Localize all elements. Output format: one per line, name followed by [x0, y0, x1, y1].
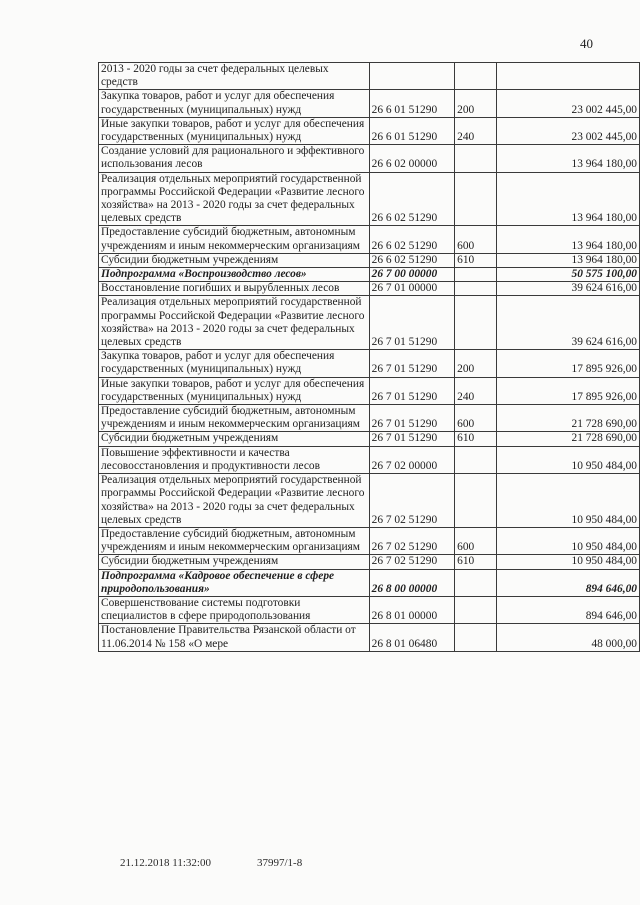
table-row: [99, 432, 640, 446]
row-amount-cell: 23 002 445,00: [497, 117, 640, 144]
row-name-cell: Реализация отдельных мероприятий государственной программы Российской Федерации «Развитие лесного хозяйства» на 2013 - 2020 годы за счет федеральных целевых средств: [99, 296, 370, 350]
table-row: [99, 555, 640, 569]
row-name-cell: Постановление Правительства Рязанской области от 11.06.2014 № 158 «О мере: [99, 624, 370, 651]
row-code-cell: 26 7 02 51290: [369, 474, 454, 528]
row-name-cell: Создание условий для рационального и эффективного использования лесов: [99, 145, 370, 172]
row-type-cell: [455, 446, 497, 473]
row-amount-cell: 10 950 484,00: [497, 446, 640, 473]
table-row: [99, 172, 640, 226]
row-code-cell: 26 7 01 51290: [369, 405, 454, 432]
row-amount-cell: 21 728 690,00: [497, 405, 640, 432]
row-code-cell: 26 6 01 51290: [369, 117, 454, 144]
page-number: 40: [580, 36, 593, 51]
row-amount-cell: 17 895 926,00: [497, 350, 640, 377]
row-name-cell: Предоставление субсидий бюджетным, автономным учреждениям и иным некоммерческим организациям: [99, 226, 370, 253]
row-code-cell: 26 6 02 00000: [369, 145, 454, 172]
row-name-cell: Восстановление погибших и вырубленных лесов: [99, 282, 370, 296]
row-code-cell: 26 7 00 00000: [369, 268, 454, 282]
row-type-cell: 600: [455, 527, 497, 554]
budget-table: [98, 62, 640, 652]
table-row: [99, 474, 640, 528]
row-amount-cell: 13 964 180,00: [497, 253, 640, 267]
row-name-cell: Предоставление субсидий бюджетным, автономным учреждениям и иным некоммерческим организациям: [99, 527, 370, 554]
row-name-cell: Предоставление субсидий бюджетным, автономным учреждениям и иным некоммерческим организациям: [99, 405, 370, 432]
row-code-cell: 26 7 01 51290: [369, 377, 454, 404]
row-code-cell: 26 8 01 06480: [369, 624, 454, 651]
row-type-cell: [455, 172, 497, 226]
table-row: [99, 350, 640, 377]
table-row: [99, 282, 640, 296]
row-code-cell: 26 7 01 51290: [369, 432, 454, 446]
row-type-cell: [455, 282, 497, 296]
row-amount-cell: 48 000,00: [497, 624, 640, 651]
row-type-cell: 600: [455, 405, 497, 432]
row-name-cell: Субсидии бюджетным учреждениям: [99, 253, 370, 267]
row-type-cell: 610: [455, 555, 497, 569]
row-code-cell: 26 6 02 51290: [369, 253, 454, 267]
row-name-cell: Реализация отдельных мероприятий государственной программы Российской Федерации «Развитие лесного хозяйства» на 2013 - 2020 годы за счет федеральных целевых средств: [99, 172, 370, 226]
subprogram-row: [99, 569, 640, 596]
footer-datetime: 21.12.2018 11:32:00: [120, 857, 211, 869]
row-code-cell: 26 7 02 51290: [369, 527, 454, 554]
table-row: [99, 527, 640, 554]
row-code-cell: 26 7 01 51290: [369, 296, 454, 350]
table-row: [99, 90, 640, 117]
row-code-cell: 26 6 01 51290: [369, 90, 454, 117]
table-row: [99, 117, 640, 144]
budget-table-body: [99, 63, 640, 652]
row-type-cell: [455, 296, 497, 350]
row-type-cell: 600: [455, 226, 497, 253]
table-row: [99, 145, 640, 172]
row-type-cell: 200: [455, 350, 497, 377]
row-name-cell: Субсидии бюджетным учреждениям: [99, 555, 370, 569]
row-type-cell: 240: [455, 117, 497, 144]
row-type-cell: 240: [455, 377, 497, 404]
row-code-cell: 26 7 01 51290: [369, 350, 454, 377]
row-amount-cell: 13 964 180,00: [497, 145, 640, 172]
row-type-cell: 610: [455, 432, 497, 446]
row-type-cell: [455, 624, 497, 651]
row-code-cell: [369, 63, 454, 90]
row-name-cell: Закупка товаров, работ и услуг для обеспечения государственных (муниципальных) нужд: [99, 350, 370, 377]
table-row: [99, 63, 640, 90]
row-name-cell: Повышение эффективности и качества лесовосстановления и продуктивности лесов: [99, 446, 370, 473]
row-type-cell: [455, 596, 497, 623]
row-code-cell: 26 6 02 51290: [369, 226, 454, 253]
row-amount-cell: 50 575 100,00: [497, 268, 640, 282]
table-row: [99, 226, 640, 253]
row-amount-cell: [497, 63, 640, 90]
row-code-cell: 26 8 00 00000: [369, 569, 454, 596]
row-name-cell: Иные закупки товаров, работ и услуг для обеспечения государственных (муниципальных) нужд: [99, 377, 370, 404]
row-amount-cell: 17 895 926,00: [497, 377, 640, 404]
table-row: [99, 377, 640, 404]
row-name-cell: Реализация отдельных мероприятий государственной программы Российской Федерации «Развитие лесного хозяйства» на 2013 - 2020 годы за счет федеральных целевых средств: [99, 474, 370, 528]
table-row: [99, 405, 640, 432]
row-name-cell: Иные закупки товаров, работ и услуг для обеспечения государственных (муниципальных) нужд: [99, 117, 370, 144]
row-code-cell: 26 7 02 51290: [369, 555, 454, 569]
row-amount-cell: 10 950 484,00: [497, 474, 640, 528]
row-amount-cell: 23 002 445,00: [497, 90, 640, 117]
row-code-cell: 26 7 02 00000: [369, 446, 454, 473]
table-row: [99, 253, 640, 267]
row-type-cell: [455, 63, 497, 90]
row-code-cell: 26 6 02 51290: [369, 172, 454, 226]
table-row: [99, 624, 640, 651]
row-type-cell: [455, 474, 497, 528]
row-amount-cell: 10 950 484,00: [497, 555, 640, 569]
row-name-cell: Закупка товаров, работ и услуг для обеспечения государственных (муниципальных) нужд: [99, 90, 370, 117]
row-amount-cell: 39 624 616,00: [497, 296, 640, 350]
row-type-cell: [455, 268, 497, 282]
row-name-cell: Подпрограмма «Воспроизводство лесов»: [99, 268, 370, 282]
row-name-cell: 2013 - 2020 годы за счет федеральных целевых средств: [99, 63, 370, 90]
footer-document-number: 37997/1-8: [257, 857, 303, 869]
row-type-cell: 610: [455, 253, 497, 267]
row-type-cell: [455, 145, 497, 172]
row-name-cell: Подпрограмма «Кадровое обеспечение в сфере природопользования»: [99, 569, 370, 596]
row-code-cell: 26 8 01 00000: [369, 596, 454, 623]
row-amount-cell: 894 646,00: [497, 596, 640, 623]
subprogram-row: [99, 268, 640, 282]
table-row: [99, 446, 640, 473]
table-row: [99, 296, 640, 350]
row-type-cell: 200: [455, 90, 497, 117]
row-amount-cell: 894 646,00: [497, 569, 640, 596]
row-amount-cell: 10 950 484,00: [497, 527, 640, 554]
row-name-cell: Субсидии бюджетным учреждениям: [99, 432, 370, 446]
row-amount-cell: 39 624 616,00: [497, 282, 640, 296]
row-code-cell: 26 7 01 00000: [369, 282, 454, 296]
row-amount-cell: 13 964 180,00: [497, 226, 640, 253]
row-name-cell: Совершенствование системы подготовки специалистов в сфере природопользования: [99, 596, 370, 623]
row-amount-cell: 13 964 180,00: [497, 172, 640, 226]
table-row: [99, 596, 640, 623]
row-amount-cell: 21 728 690,00: [497, 432, 640, 446]
row-type-cell: [455, 569, 497, 596]
